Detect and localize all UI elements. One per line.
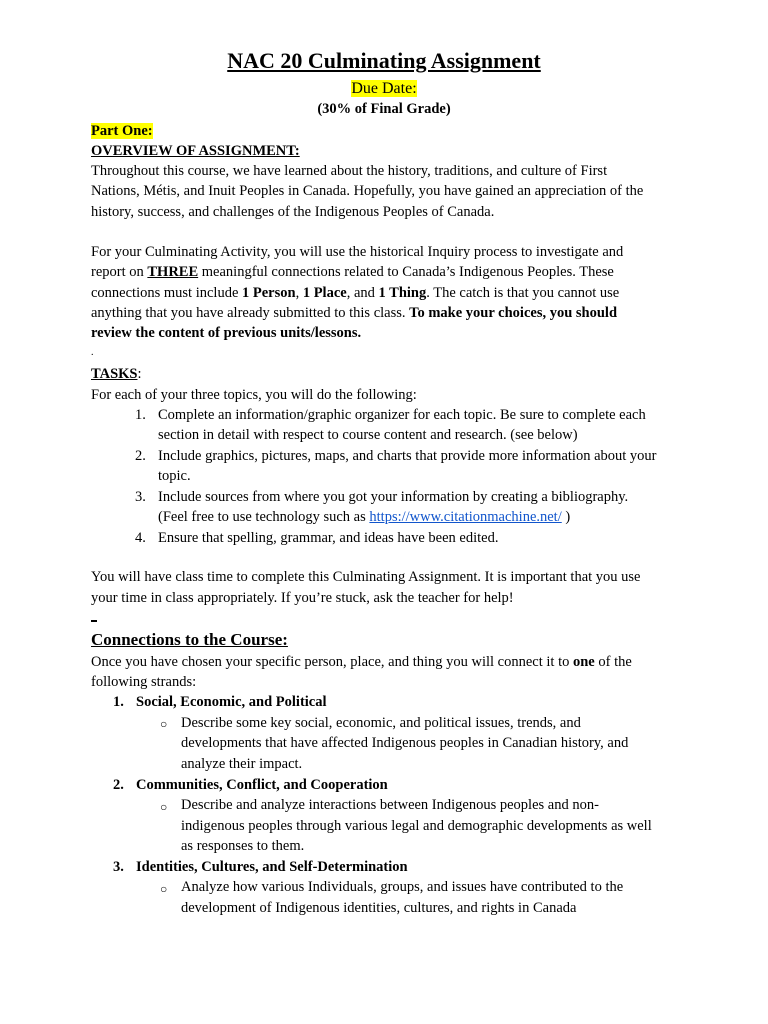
strand-number: 1. — [113, 694, 124, 710]
citation-machine-link[interactable]: https://www.citationmachine.net/ — [369, 509, 562, 525]
task-number: 1. — [135, 407, 146, 423]
activity-text: , — [295, 285, 303, 301]
strand-description: analyze their impact. — [181, 756, 303, 772]
strand-description: Analyze how various Individuals, groups, and issues have contributed to the — [181, 879, 624, 895]
hollow-bullet-icon: ○ — [160, 800, 168, 814]
task-number: 4. — [135, 530, 146, 546]
strand-number: 2. — [113, 777, 124, 793]
tasks-heading: TASKS — [91, 366, 138, 382]
strand-description: indigenous peoples through various legal and demographic developments as well — [181, 818, 652, 834]
activity-line — [91, 283, 619, 304]
hollow-bullet-icon: ○ — [160, 717, 168, 731]
strand-description: Describe some key social, economic, and political issues, trends, and — [181, 715, 581, 731]
activity-thing: 1 Thing — [378, 285, 427, 301]
activity-text: . The catch is that you cannot use — [426, 285, 620, 301]
overview-heading: OVERVIEW OF ASSIGNMENT: — [91, 143, 300, 159]
task-item-text-part: ) — [561, 509, 571, 525]
task-item-text — [158, 507, 570, 528]
class-time-line: your time in class appropriately. If you’re stuck, ask the teacher for help! — [91, 590, 514, 606]
strand-title: Social, Economic, and Political — [136, 694, 327, 710]
activity-three-emphasis: THREE — [147, 264, 199, 280]
task-item-text: Include sources from where you got your information by creating a bibliography. — [158, 489, 629, 505]
strand-title: Identities, Cultures, and Self-Determination — [136, 859, 408, 875]
connections-intro — [91, 652, 632, 673]
activity-place: 1 Place — [302, 285, 347, 301]
task-number: 2. — [135, 448, 146, 464]
strand-title: Communities, Conflict, and Cooperation — [136, 777, 388, 793]
tasks-heading-line — [91, 364, 142, 385]
activity-line: For your Culminating Activity, you will use the historical Inquiry process to investigate and — [91, 244, 624, 260]
activity-line — [91, 262, 614, 283]
strand-description: development of Indigenous identities, cultures, and rights in Canada — [181, 900, 577, 916]
activity-person: 1 Person — [242, 285, 296, 301]
activity-line: review the content of previous units/lessons. — [91, 325, 362, 341]
part-one-label-line — [91, 121, 153, 142]
task-item-text-part: (Feel free to use technology such as — [158, 509, 370, 525]
due-date-label: Due Date: — [351, 80, 417, 97]
document-title: NAC 20 Culminating Assignment — [227, 48, 541, 73]
activity-line — [91, 303, 617, 324]
task-item-text: Complete an information/graphic organizer for each topic. Be sure to complete each — [158, 407, 646, 423]
strand-description: as responses to them. — [181, 838, 305, 854]
activity-bold-text: To make your choices, you should — [409, 305, 618, 321]
one-emphasis: one — [572, 654, 595, 670]
strand-description: Describe and analyze interactions between Indigenous peoples and non- — [181, 797, 599, 813]
task-item-text: Ensure that spelling, grammar, and ideas have been edited. — [158, 530, 499, 546]
connections-intro: following strands: — [91, 674, 197, 690]
task-number: 3. — [135, 489, 146, 505]
activity-text: meaningful connections related to Canada’s Indigenous Peoples. These — [198, 264, 614, 280]
activity-text: report on — [91, 264, 148, 280]
overview-line: history, success, and challenges of the Indigenous Peoples of Canada. — [91, 204, 495, 220]
strand-description: developments that have affected Indigenous peoples in Canadian history, and — [181, 735, 629, 751]
grade-weight: (30% of Final Grade) — [317, 101, 451, 117]
tasks-colon: : — [137, 366, 142, 382]
connections-intro-text: Once you have chosen your specific person, place, and thing you will connect it to — [91, 654, 573, 670]
task-item-text: Include graphics, pictures, maps, and charts that provide more information about your — [158, 448, 657, 464]
task-item-text: section in detail with respect to course content and research. (see below) — [158, 427, 578, 443]
due-date-line — [0, 80, 768, 98]
stray-mark — [91, 620, 97, 622]
activity-text: , and — [346, 285, 379, 301]
strand-number: 3. — [113, 859, 124, 875]
tasks-intro: For each of your three topics, you will do the following: — [91, 387, 417, 403]
task-item-text: topic. — [158, 468, 191, 484]
overview-line: Nations, Métis, and Inuit Peoples in Canada. Hopefully, you have gained an appreciation of the — [91, 183, 644, 199]
activity-text: connections must include — [91, 285, 243, 301]
connections-intro-text: of the — [594, 654, 632, 670]
connections-heading: Connections to the Course: — [91, 630, 288, 649]
activity-text: anything that you have already submitted to this class. — [91, 305, 410, 321]
hollow-bullet-icon: ○ — [160, 882, 168, 896]
stray-dot: . — [91, 347, 94, 358]
class-time-line: You will have class time to complete this Culminating Assignment. It is important that you use — [91, 569, 641, 585]
part-one-label: Part One: — [91, 123, 153, 139]
overview-line: Throughout this course, we have learned about the history, traditions, and culture of First — [91, 163, 608, 179]
